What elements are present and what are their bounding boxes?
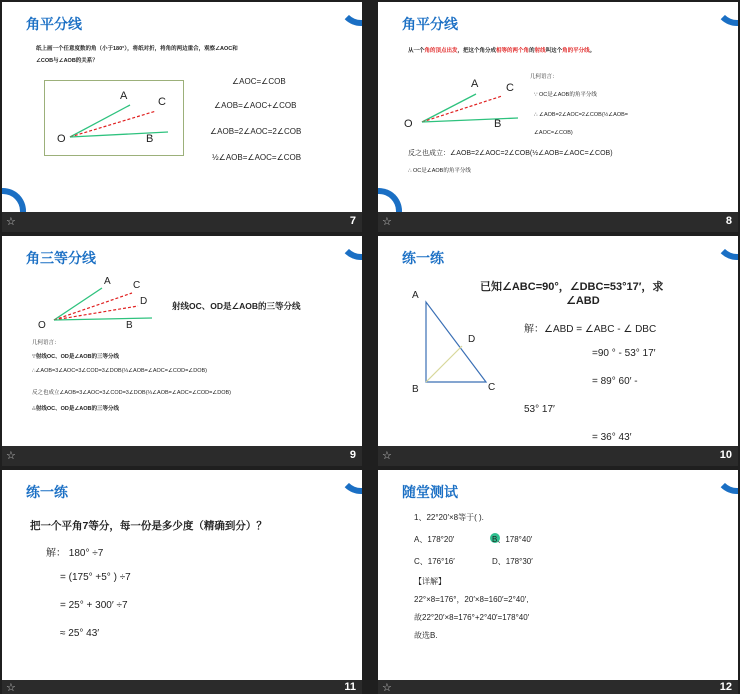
instruction-line-2: ∠COB与∠AOB的关系？ — [36, 58, 98, 64]
label-b: B — [494, 118, 502, 130]
geo-language-label: 几何语言： — [530, 74, 558, 80]
star-icon[interactable]: ☆ — [382, 682, 392, 694]
solution-line-2: =90 ° - 53° 17′ — [592, 348, 656, 359]
label-a: A — [104, 276, 111, 287]
label-c: C — [133, 280, 141, 291]
label-c: C — [488, 382, 496, 393]
equation-1: ∠AOC=∠COB — [232, 77, 286, 86]
label-o: O — [404, 118, 413, 130]
trisector-line-4: ∴射线OC、OD是∠AOB的三等分线 — [32, 406, 119, 412]
slide-9[interactable] — [2, 236, 362, 446]
equation-2: ∠AOB=∠AOC+∠COB — [214, 101, 297, 110]
angle-diagram — [378, 2, 738, 212]
question-text: 把一个平角7等分，每一份是多少度（精确到分）？ — [30, 520, 267, 532]
label-c: C — [158, 96, 166, 108]
instruction-line-1: 纸上画一个任意度数的角（小于180°），将纸对折，将角的两边重合，观察∠AOC和 — [36, 46, 238, 52]
slide-9-footer — [2, 446, 362, 466]
triangle-diagram — [378, 236, 738, 446]
slide-12[interactable] — [378, 470, 738, 680]
analysis-line-2: 故22°20′×8=176°+2°40′=178°40′ — [414, 613, 530, 622]
equation-3: ∠AOB=2∠AOC=2∠COB — [210, 127, 302, 136]
label-a: A — [120, 90, 128, 102]
slide-8-footer — [378, 212, 738, 232]
slide-number: 8 — [725, 215, 732, 227]
analysis-label: 【详解】 — [414, 577, 446, 586]
slide-number: 12 — [719, 681, 732, 693]
label-a: A — [471, 78, 479, 90]
question-text: 1、22°20′×8等于( ). — [414, 513, 484, 522]
slide-11-footer — [2, 680, 362, 694]
statement-2b: ∠AOC=∠COB) — [534, 130, 573, 136]
trisector-line-3: 反之也成立∠AOB=3∠AOC=3∠COD=3∠DOB(⅓∠AOB=∠AOC=∠COD=∠DOB) — [32, 390, 231, 396]
slide-title: 角平分线 — [26, 16, 82, 32]
label-d: D — [140, 296, 148, 307]
trisector-line-2: ∴∠AOB=3∠AOC=3∠COD=3∠DOB(⅓∠AOB=∠AOC=∠COD=∠DOB) — [32, 368, 207, 374]
slide-10[interactable] — [378, 236, 738, 446]
star-icon[interactable]: ☆ — [6, 682, 16, 694]
converse-statement: 反之也成立：∠AOB=2∠AOC=2∠COB(½∠AOB=∠AOC=∠COB) — [408, 150, 613, 157]
definition-text: 从一个角的顶点出发，把这个角分成相等的两个角的射线叫这个角的平分线。 — [408, 48, 596, 54]
label-b: B — [126, 320, 133, 331]
statement-2: ∴ ∠AOB=2∠AOC=2∠COB(½∠AOB= — [534, 112, 628, 118]
corner-arc-top-right — [338, 470, 362, 494]
slide-title: 练一练 — [402, 250, 444, 266]
statement-1: ∵ OC是∠AOB的角平分线 — [534, 92, 597, 98]
equation-4: ½∠AOB=∠AOC=∠COB — [212, 153, 302, 162]
step-1: 解： 180° ÷7 — [46, 548, 104, 559]
star-icon[interactable]: ☆ — [6, 216, 16, 228]
slide-title: 练一练 — [26, 484, 68, 500]
problem-line-1: 已知∠ABC=90°，∠DBC=53°17′，求 — [480, 281, 664, 293]
slide-title: 随堂测试 — [402, 484, 458, 500]
corner-arc-top-right — [714, 470, 738, 494]
trisector-caption: 射线OC、OD是∠AOB的三等分线 — [172, 301, 301, 311]
slide-7[interactable] — [2, 2, 362, 212]
label-c: C — [506, 82, 514, 94]
slide-7-footer — [2, 212, 362, 232]
step-4: ≈ 25° 43′ — [60, 628, 100, 639]
analysis-line-1: 22°×8=176°，20′×8=160′=2°40′, — [414, 595, 529, 604]
slide-number: 7 — [349, 215, 356, 227]
slide-10-footer — [378, 446, 738, 466]
step-3: = 25° + 300′ ÷7 — [60, 600, 128, 611]
solution-line-5: = 36° 43′ — [592, 432, 632, 443]
analysis-line-3: 故选B. — [414, 631, 438, 640]
solution-line-3: = 89° 60′ - — [592, 376, 638, 387]
ray-oa — [70, 105, 130, 137]
label-d: D — [468, 334, 476, 345]
slide-11[interactable] — [2, 470, 362, 680]
slide-number: 11 — [344, 681, 356, 693]
label-o: O — [38, 320, 46, 331]
option-c[interactable]: C、176°16′ — [414, 557, 455, 566]
problem-line-2: ∠ABD — [566, 295, 600, 307]
step-2: = (175° +5° ) ÷7 — [60, 572, 131, 583]
label-a: A — [412, 290, 419, 301]
slide-title: 角平分线 — [402, 16, 458, 32]
angle-diagram — [2, 2, 362, 212]
solution-line-4: 53° 17′ — [524, 404, 555, 415]
slide-12-footer — [378, 680, 738, 694]
trisector-line-1: ∵射线OC、OD是∠AOB的三等分线 — [32, 354, 119, 360]
conclusion: ∴ OC是∠AOB的角平分线 — [408, 168, 471, 174]
slide-8[interactable] — [378, 2, 738, 212]
solution-line-1: 解：∠ABD = ∠ABC - ∠ DBC — [524, 324, 657, 335]
star-icon[interactable]: ☆ — [382, 216, 392, 228]
geo-language-label: 几何语言： — [32, 340, 60, 346]
label-b: B — [146, 133, 154, 145]
star-icon[interactable]: ☆ — [382, 450, 392, 462]
slide-number: 9 — [349, 449, 356, 461]
option-b[interactable]: B、178°40′ — [492, 535, 533, 544]
slide-number: 10 — [719, 449, 732, 461]
star-icon[interactable]: ☆ — [6, 450, 16, 462]
label-o: O — [57, 133, 66, 145]
option-a[interactable]: A、178°20′ — [414, 535, 455, 544]
option-d[interactable]: D、178°30′ — [492, 557, 533, 566]
label-b: B — [412, 384, 419, 395]
slide-title: 角三等分线 — [26, 250, 96, 266]
